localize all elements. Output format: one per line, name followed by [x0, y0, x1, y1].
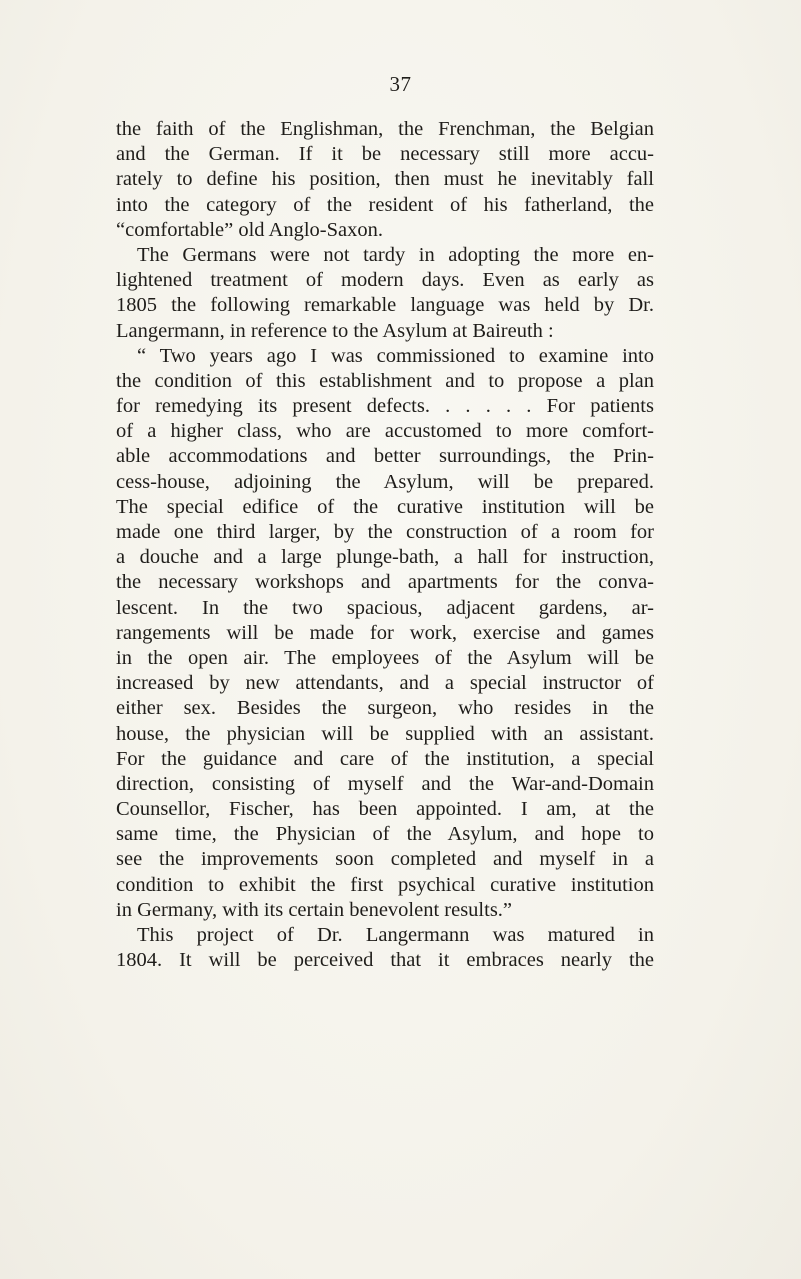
text-line-13: of a higher class, who are accustomed to more comfort- [116, 420, 654, 443]
text-line-1: the faith of the Englishman, the Frenchman, the Belgian [116, 118, 654, 140]
text-line-31: condition to exhibit the first psychical curative institution [116, 873, 654, 896]
text-line-23: increased by new attendants, and a special instructor of [116, 672, 654, 695]
text-line-11: the condition of this establishment and to propose a plan [116, 369, 654, 392]
text-line-34: 1804. It will be perceived that it embraces nearly the [116, 949, 654, 972]
text-line-16: The special edifice of the curative institution will be [116, 495, 654, 518]
text-line-2: and the German. If it be necessary still more accu- [116, 143, 654, 166]
text-line-19: the necessary workshops and apartments for the conva- [116, 571, 654, 594]
text-line-25: house, the physician will be supplied with an assistant. [116, 722, 654, 745]
text-line-9: Langermann, in reference to the Asylum at Baireuth : [116, 319, 554, 342]
text-line-10: “ Two years ago I was commissioned to examine into [137, 344, 654, 367]
text-line-3: rately to define his position, then must he inevitably fall [116, 168, 654, 191]
text-line-22: in the open air. The employees of the Asylum will be [116, 646, 654, 669]
text-line-14: able accommodations and better surroundings, the Prin- [116, 445, 654, 468]
text-line-18: a douche and a large plunge-bath, a hall for instruction, [116, 546, 654, 569]
text-line-5: “comfortable” old Anglo-Saxon. [116, 218, 384, 241]
text-line-24: either sex. Besides the surgeon, who resides in the [116, 697, 654, 720]
text-line-7: lightened treatment of modern days. Even as early as [116, 269, 654, 292]
text-line-32: in Germany, with its certain benevolent results.” [116, 898, 513, 921]
text-line-20: lescent. In the two spacious, adjacent gardens, ar- [116, 596, 654, 619]
body-text [116, 117, 654, 973]
text-line-27: direction, consisting of myself and the War-and-Domain [116, 772, 654, 795]
text-line-15: cess-house, adjoining the Asylum, will be prepared. [116, 470, 654, 493]
text-line-26: For the guidance and care of the institution, a special [116, 747, 654, 770]
text-line-30: see the improvements soon completed and myself in a [116, 848, 654, 871]
text-line-17: made one third larger, by the construction of a room for [116, 521, 654, 543]
text-line-4: into the category of the resident of his fatherland, the [116, 193, 654, 216]
text-line-8: 1805 the following remarkable language was held by Dr. [116, 294, 654, 317]
text-line-21: rangements will be made for work, exercise and games [116, 621, 654, 644]
text-line-33: This project of Dr. Langermann was matured in [137, 924, 654, 946]
page-number: 37 [389, 72, 412, 96]
text-line-6: The Germans were not tardy in adopting the more en- [137, 243, 654, 266]
text-line-28: Counsellor, Fischer, has been appointed. I am, at the [116, 798, 654, 821]
text-line-12: for remedying its present defects. . . . . . For patients [116, 395, 654, 418]
text-line-29: same time, the Physician of the Asylum, and hope to [116, 823, 654, 846]
